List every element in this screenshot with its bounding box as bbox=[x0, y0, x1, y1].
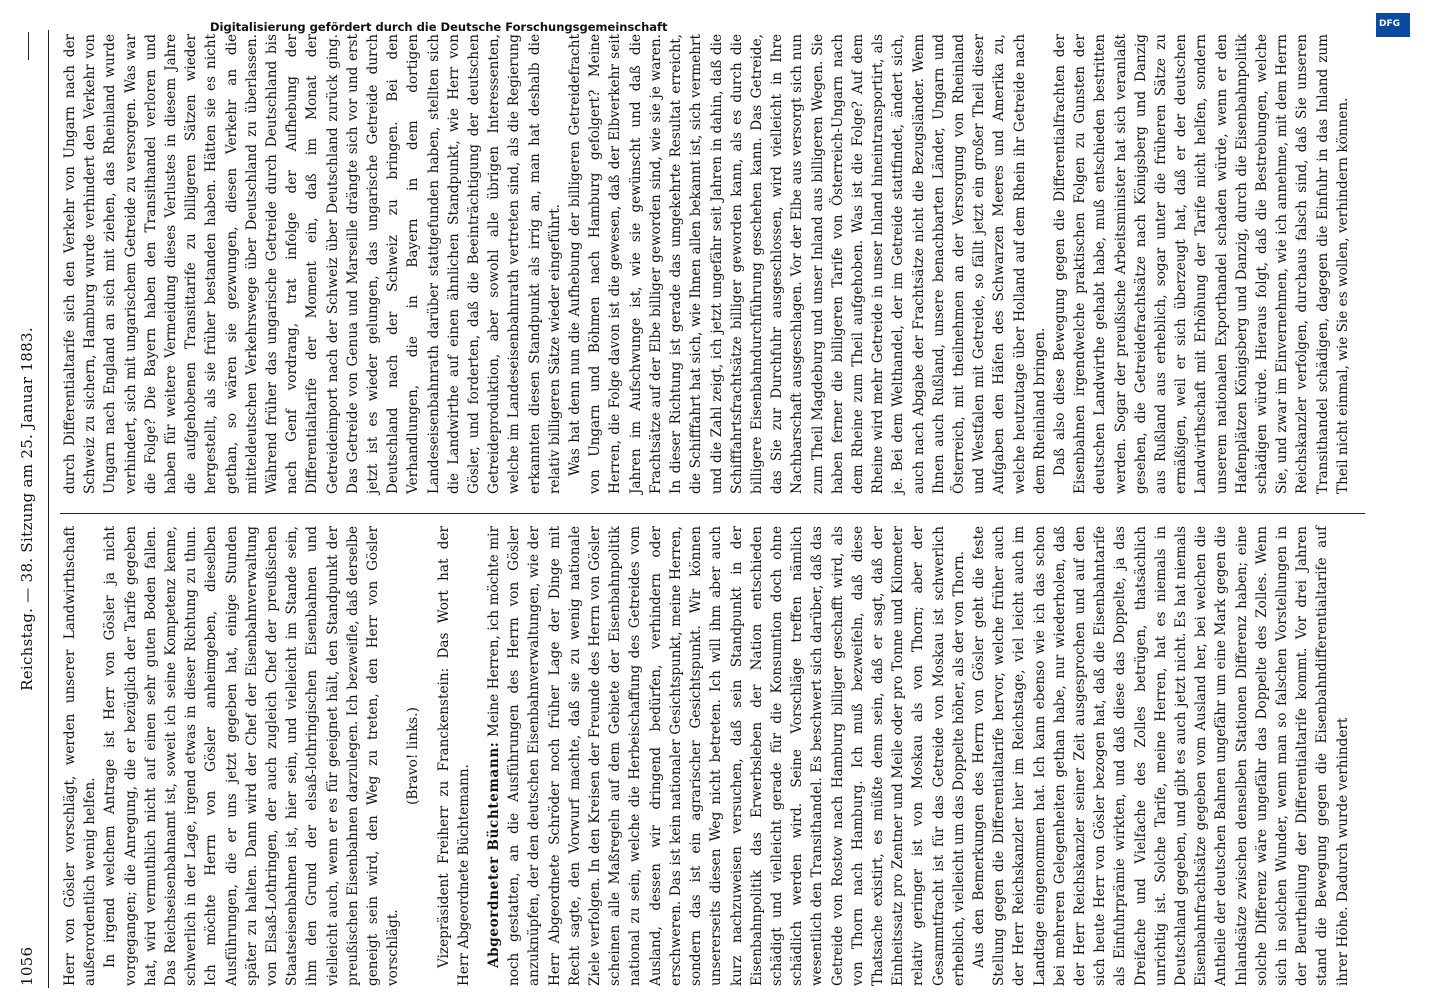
paragraph: Herr von Gösler vorschlägt, werden unserer Landwirthschaft außerordentlich wenig helfen. bbox=[62, 526, 99, 986]
header-dash bbox=[28, 32, 29, 60]
paragraph: Aus den Bemerkungen des Herrn von Gösler geht die feste Stellung gegen die Differentialtarife hervor, welche früher auch der Herr Reichskanzler hier im Reichstage, viel leicht auch im Landtage eingenommen hat. Ich kann ebenso wie ich das schon bei mehreren Gelegenheiten gethan habe, nur wiederholen, daß der Herr Reichskanzler seiner Zeit ausgesprochen und auf den sich heute Herr von Gösler bezogen hat, daß die Eisenbahntarife als Einfuhrprämie wirkten, und daß diese das Doppelte, ja das Dreifache und Vielfache des Zolles betrügen, thatsächlich unrichtig ist. Solche Tarife, meine Herren, hat es niemals in Deutschland gegeben, und gibt es auch jetzt nicht. Es hat niemals Eisenbahnfrachtsätze gegeben vom Ausland her, bei welchen die Antheile der deutschen Bahnen ungefähr um eine Mark gegen die Inlandsätze zwischen denselben Stationen Differenz haben; eine solche Differenz wäre ungefähr das Doppelte des Zolles. Wenn sich in solchen Wunder, wenn man so falschen Vorstellungen in der Beurtheilung der Differentialtarife kommt. Vor drei Jahren stand die Bewegung gegen die Eisenbahndifferentialtarife auf ihrer Höhe. Dadurch wurde verhindert bbox=[970, 526, 1351, 986]
speech-paragraph bbox=[484, 526, 969, 986]
running-title: Reichstag. — 38. Sitzung am 25. Januar 1883. bbox=[18, 327, 36, 691]
credit-text: Digitalisierung gefördert durch die Deutsche Forschungsgemeinschaft bbox=[210, 20, 668, 34]
right-column bbox=[60, 34, 1353, 494]
chair-announcement: Vizepräsident Freiherr zu Franckenstein: Das Wort hat der Herr Abgeordnete Büchtemann. bbox=[435, 526, 472, 986]
digitization-credit bbox=[210, 10, 1390, 40]
applause-note: (Bravo! links.) bbox=[405, 707, 422, 805]
page-number: 1056 bbox=[18, 946, 36, 986]
header-rule bbox=[48, 30, 49, 988]
column-divider bbox=[60, 513, 1365, 514]
paragraph: In irgend welchem Antrage ist Herr von Gösler ja nicht vorgegangen; die Anregung, die er bezüglich der Tarife gegeben hat, wird vermuthlich nicht auf einen sehr guten Boden fallen. Das Reichseisenbahnamt ist, soweit ich seine Kompetenz kenne, schwerlich in der Lage, irgend etwas in dieser Richtung zu thun. Ich möchte Herrn von Gösler anheimgeben, dieselben Ausführungen, die er uns jetzt gegeben hat, einige Stunden später zu halten. Dann wird der Chef der Eisenbahnverwaltung von Elsaß-Lothringen, der auch zugleich Chef der preußischen Staatseisenbahnen ist, hier sein, und vielleicht im Stande sein, ihm den Grund der elsaß-lothringischen Eisenbahnen und vielleicht auch, wenn er es für geeignet hält, den Standpunkt der preußischen Eisenbahnen darzulegen. Ich bezweifle, daß derselbe geneigt sein wird, den Weg zu treten, den Herr von Gösler vorschlägt. bbox=[102, 526, 402, 986]
paragraph: Was hat denn nun die Aufhebung der billigeren Getreidefracht von Ungarn und Böhmen nach Hamburg gefolgert? Meine Herren, die Folge davon ist die gewesen, daß der Elbverkehr seit Jahren im Aufschwunge ist, wie sie gewünscht und daß die Frachtsätze auf der Elbe billiger geworden sind, wie sie je waren. In dieser Richtung ist gerade das umgekehrte Resultat erreicht, die Schifffahrt hat sich, wie Ihnen allen bekannt ist, sich vermehrt und die Zahl zeigt, ich jetzt ungefähr seit Jahren in dahin, daß die Schifffahrtsfrachtsätze billiger geworden kann, als es durch die billigere Eisenbahndurchführung geschehen kann. Das Getreide, das Sie zur Durchfuhr ausgeschlossen, wird vielleicht in Ihre Nachbarschaft ausgeschlagen. Vor der Elbe aus versorgt sich nun zum Theil Magdeburg und unser Inland aus billigeren Wegen. Sie haben ferner die billigeren Tarife von Österreich-Ungarn nach dem Rheine zum Theil aufgehoben. Was ist die Folge? Auf dem Rheine wird mehr Getreide in unser Inland hineintransportirt, als je. Bei dem Welthandel, der im Getreide stattfindet, ändert sich, auch nach Abgabe der Frachtsätze nicht die Bezugsländer. Wenn Ihnen auch Rußland, unsere benachbarten Länder, Ungarn und Österreich, mit theilnehmen an der Versorgung von Rheinland und Westfalen mit Getreide, so fällt jetzt ein großer Theil dieser Aufgaben den Häfen des Schwarzen Meeres und Amerika zu, welche heutzutage über Holland auf dem Rhein ihr Getreide nach dem Rheinland bringen. bbox=[567, 34, 1048, 494]
dfg-logo bbox=[1376, 13, 1410, 37]
dfg-logo-text: DFG bbox=[1379, 19, 1401, 29]
speaker-name: Abgeordneter Büchtemann: bbox=[486, 741, 503, 968]
speech-text: Meine Herren, ich möchte mir noch gestatten, an die Ausführungen des Herrn von Gösler anzuknüpfen, der den deutschen Eisenbahnverwaltungen, wie der Herr Abgeordnete Schröder noch früher Lage der Dinge mit Recht sagte, den Vorwurf machte, daß sie zu wenig nationale Ziele verfolgen. In den Kreisen der Freunde des Herrn von Gösler scheinen alle Maßregeln auf dem Gebiete der Eisenbahnpolitik national zu sein, welche die Herbeischaffung des Getreides vom Ausland, dessen wir dringend bedürfen, verhindern oder erschweren. Das ist kein nationaler Gesichtspunkt, meine Herren, sondern das ist ein agrarischer Gesichtspunkt. Wir können unsererseits diesen Weg nicht betreten. Ich will ihm aber auch kurz nachzuweisen versuchen, daß sein Standpunkt in der Eisenbahnpolitik das Erwerbsleben der Nation entschieden schädigt und vielleicht gerade für die Konsumtion doch ohne schädlich werden wird. Seine Vorschläge treffen nämlich wesentlich den Transithandel. Es beschwert sich darüber, daß das Getreide von Rostow nach Hamburg billiger geschafft wird, als von Thorn nach Hamburg. Ich muß bezweifeln, daß diese Thatsache existirt, es müßte denn sein, daß er sagt, daß der Einheitssatz pro Zentner und Meile oder pro Tonne und Kilometer relativ geringer ist von Moskau als von Thorn; aber der Gesammtfracht ist für das Getreide von Moskau ist schwerlich erheblich, vielleicht um das Doppelte höher, als der von Thorn. bbox=[486, 526, 967, 986]
paragraph: durch Differentialtarife sich den Verkehr von Ungarn nach der Schweiz zu sichern, Hamburg wurde verhindert den Verkehr von Ungarn nach England an sich mit ziehen, das Rheinland wurde verhindert, sich mit ungarischem Getreide zu versorgen. Was war die Folge? Die Bayern haben den Transithandel verloren und haben für weitere Vermeidung dieses Verlustes in diesem Jahre die aufgehobenen Transittarife zu billigeren Sätzen wieder hergestellt, als sie früher bestanden haben. Hätten sie es nicht gethan, so wären sie gezwungen, diesen Verkehr an die mitteldeutschen Verkehrswege über Deutschland zu überlassen. Während früher das ungarische Getreide durch Deutschland bis nach Genf vordrang, trat infolge der Aufhebung der Differentialtarife der Moment ein, daß im Monat der Getreideimport nach der Schweiz über Deutschland zurück ging. Das Getreide von Genua und Marseille drängte sich vor und erst jetzt ist es wieder gelungen, das ungarische Getreide durch Deutschland nach der Schweiz zu bringen. Bei den Verhandlungen, die in Bayern in dem dortigen Landeseisenbahnrath darüber stattgefunden haben, stellten sich die Landwirthe auf einen ähnlichen Standpunkt, wie Herr von Gösler, und forderten, daß die Beeinträchtigung der deutschen Getreideproduktion, aber sowohl alle übrigen Interessenten, welche im Landeseisenbahnrath vertreten sind, als die Regierung erkannten diesen Standpunkt als irrig an, man hat deshalb die relativ billigeren Sätze wieder eingeführt. bbox=[62, 34, 563, 494]
left-column bbox=[60, 526, 1353, 986]
paragraph: Daß also diese Bewegung gegen die Differentialfrachten der Eisenbahnen irgendwelche praktischen Folgen zu Gunsten der deutschen Landwirthe gehabt habe, muß entschieden bestritten werden. Sogar der preußische Arbeitsminister hat sich veranlaßt gesehen, die Getreidefrachtsätze nach Königsberg und Danzig aus Rußland aus erheblich, sogar unter die früheren Sätze zu ermäßigen, weil er sich überzeugt hat, daß er der deutschen Landwirthschaft mit Erhöhung der Tarife nicht helfen, sondern unserem nationalen Exporthandel schaden würde, wenn er den Hafenplätzen Königsberg und Danzig, durch die Eisenbahnpolitik schädigen würde. Hieraus folgt, daß die Bestrebungen, welche Sie, und zwar im Einvernehmen, wie ich annehme, mit dem Herrn Reichskanzler verfolgen, durchaus falsch sind, daß Sie unseren Transithandel schädigen, dagegen die Einfuhr in das Inland zum Theil nicht einmal, wie Sie es wollen, verhindern können. bbox=[1051, 34, 1351, 494]
running-header bbox=[18, 32, 44, 986]
